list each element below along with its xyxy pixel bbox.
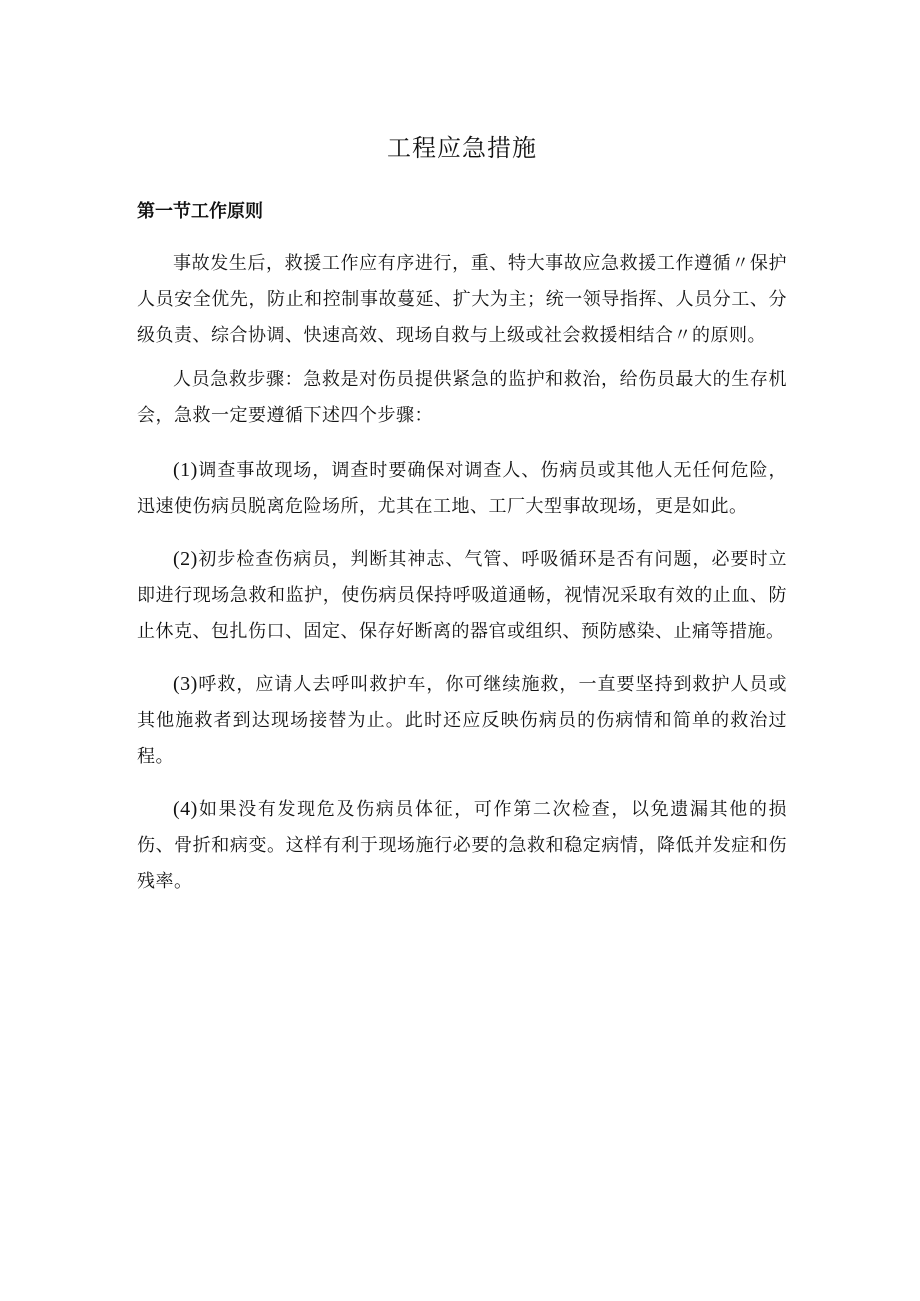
step-text: 调查事故现场，调查时要确保对调查人、伤病员或其他人无任何危险，迅速使伤病员脱离危险场所，尤其在工地、工厂大型事故现场，更是如此。 xyxy=(137,460,787,517)
step-text: 呼救，应请人去呼叫救护车，你可继续施救，一直要坚持到救护人员或其他施救者到达现场接替为止。此时还应反映伤病员的伤病情和简单的救治过程。 xyxy=(137,674,787,767)
step-number: (4) xyxy=(173,798,198,820)
principle-paragraph: 事故发生后，救援工作应有序进行，重、特大事故应急救援工作遵循〃保护人员安全优先，防止和控制事故蔓延、扩大为主；统一领导指挥、人员分工、分级负责、综合协调、快速高效、现场自救与上级或社会救援相结合〃的原则。 xyxy=(137,253,787,346)
step-number: (3) xyxy=(173,673,198,695)
step-text: 如果没有发现危及伤病员体征，可作第二次检查，以免遗漏其他的损伤、骨折和病变。这样有利于现场施行必要的急救和稳定病情，降低并发症和伤残率。 xyxy=(137,799,787,892)
section-heading: 第一节工作原则 xyxy=(137,201,263,222)
document-title: 工程应急措施 xyxy=(387,134,537,162)
document-page xyxy=(137,128,787,916)
step-paragraph-1 xyxy=(137,452,787,525)
step-paragraph-3 xyxy=(137,666,787,775)
step-text: 初步检查伤病员，判断其神志、气管、呼吸循环是否有问题，必要时立即进行现场急救和监护，使伤病员保持呼吸道通畅，视情况采取有效的止血、防止休克、包扎伤口、固定、保存好断离的器官或组织、预防感染、止痛等措施。 xyxy=(137,549,787,642)
step-paragraph-4 xyxy=(137,791,787,900)
step-paragraph-2 xyxy=(137,541,787,650)
step-number: (1) xyxy=(173,459,198,481)
step-number: (2) xyxy=(173,548,198,570)
first-aid-intro-paragraph: 人员急救步骤：急救是对伤员提供紧急的监护和救治，给伤员最大的生存机会，急救一定要遵循下述四个步骤： xyxy=(137,369,787,426)
